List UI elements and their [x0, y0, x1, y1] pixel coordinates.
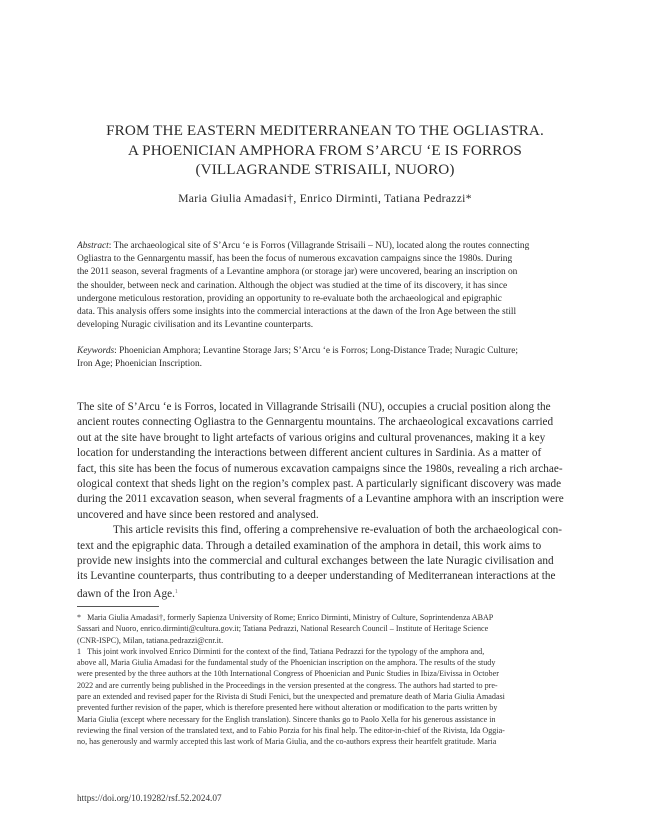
footnote-line: reviewing the final version of the translated text, and to Fabio Porzia for his final help. The editor-in-chief of the Rivista, Ida Oggia-: [77, 725, 505, 735]
body-line: text and the epigraphic data. Through a detailed examination of the amphora in detail, this work aims to: [77, 539, 542, 552]
footnote-ref[interactable]: 1: [174, 588, 178, 595]
abstract-line: undergone meticulous restoration, providing an opportunity to re-evaluate both the archaeological and epigraphic: [77, 293, 502, 304]
footnote-line: above all, Maria Giulia Amadasi for the fundamental study of the Phoenician inscription on the amphora. The results of the study: [77, 658, 496, 668]
footnote-line: prevented further revision of the paper, which is therefore presented here without alteration or modification to the parts written by: [77, 703, 498, 713]
abstract-line: Ogliastra to the Gennargentu massif, has been the focus of numerous excavation campaigns since the 1980s. During: [77, 254, 513, 265]
body-line: location for understanding the interactions between different ancient cultures in Sardinia. As a matter of: [77, 447, 542, 460]
doi-link[interactable]: https://doi.org/10.19282/rsf.52.2024.07: [77, 793, 222, 803]
body-line: dawn of the Iron Age.$^1$: [77, 587, 178, 600]
title-line-2: A PHOENICIAN AMPHORA FROM S’ARCU ‘E IS FORROS: [128, 141, 522, 159]
footnote-mark: 1: [77, 646, 82, 656]
footnote-line: (CNR-ISPC), Milan, tatiana.pedrazzi@cnr.it.: [77, 635, 224, 645]
footnote-line: 2022 and are currently being published in the Proceedings in the version presented at the congress. The authors had started to pre-: [77, 680, 498, 690]
footnote-line: Maria Giulia (except where necessary for the English translation). Sincere thanks go to Paolo Xella for his generous assistance in: [77, 714, 496, 724]
title-line-1: FROM THE EASTERN MEDITERRANEAN TO THE OGLIASTRA.: [106, 122, 544, 139]
keywords-line: Keywords: Phoenician Amphora; Levantine Storage Jars; S’Arcu ‘e is Forros; Long-Distance Trade; Nuragic Culture;: [77, 346, 518, 356]
abstract-line: the shoulder, between neck and carination. Although the object was studied at the time of its discovery, it has since: [77, 280, 508, 291]
body-line: uncovered and have since been restored and analysed.: [77, 508, 319, 521]
footnote-line: 1 This joint work involved Enrico Dirminti for the context of the find, Tatiana Pedrazzi for the typology of the amphora and,: [77, 646, 485, 656]
body-line: during the 2011 excavation season, when several fragments of a Levantine amphora with an inscription were: [77, 493, 564, 506]
footnote-line: pare an extended and revised paper for the Rivista di Studi Fenici, but the unexpected and premature death of Maria Giulia Amadasi: [77, 692, 505, 702]
author-list: Maria Giulia Amadasi†, Enrico Dirminti, Tatiana Pedrazzi*: [178, 192, 472, 205]
body-line: out at the site have brought to light artefacts of various origins and cultural provenances, making it a key: [77, 431, 546, 444]
body-text: [77, 400, 574, 602]
keywords-line: Iron Age; Phoenician Inscription.: [77, 359, 202, 370]
footnote-line: * Maria Giulia Amadasi†, formerly Sapienza University of Rome; Enrico Dirminti, Ministry of Culture, Soprintendenza ABAP: [77, 613, 494, 622]
footnotes: [77, 612, 573, 748]
footnote-line: were presented by the three authors at the 10th International Congress of Phoenician and Punic Studies in Ibiza/Eivissa in October: [77, 669, 499, 679]
footnote-divider: [77, 606, 159, 607]
keywords: [77, 345, 573, 371]
body-line: fact, this site has been the focus of numerous excavation campaigns since the 1980s, revealing a rich archae-: [77, 462, 563, 475]
footnote-1: [77, 646, 573, 748]
footnote-mark: *: [77, 613, 82, 622]
body-line: its Levantine counterparts, thus contributing to a deeper understanding of Mediterranean interactions at the: [77, 570, 556, 583]
body-line: ancient routes connecting Ogliastra to the Gennargentu mountains. The archaeological excavations carried: [77, 416, 554, 429]
abstract-line: data. This analysis offers some insights into the commercial interactions at the dawn of the Iron Age between the still: [77, 307, 517, 318]
article-title: [60, 121, 590, 180]
abstract-line: developing Nuragic civilisation and its Levantine counterparts.: [77, 320, 314, 331]
body-line: This article revisits this find, offering a comprehensive re-evaluation of both the archaeological con-: [113, 524, 562, 537]
footnote-line: Sassari and Nuoro, enrico.dirminti@cultura.gov.it; Tatiana Pedrazzi, National Research Council – Institute of Heritage Science: [77, 624, 489, 634]
abstract-label: Abstract: [77, 241, 109, 251]
body-line: provide new insights into the commercial and cultural exchanges between the late Nuragic civilisation and: [77, 555, 554, 568]
footnote-star: [77, 612, 573, 646]
abstract-line: Abstract: The archaeological site of S’Arcu ‘e is Forros (Villagrande Strisaili – NU), located along the routes connecting: [77, 241, 530, 251]
abstract-line: the 2011 season, several fragments of a Levantine amphora (or storage jar) were uncovered, bearing an inscription on: [77, 267, 518, 278]
abstract: [77, 240, 573, 332]
body-line: ological context that sheds light on the region’s complex past. A particularly significant discovery was made: [77, 478, 562, 491]
keywords-label: Keywords: [77, 346, 115, 356]
body-line: The site of S’Arcu ‘e is Forros, located in Villagrande Strisaili (NU), occupies a crucial position along the: [77, 401, 551, 413]
footnote-line: no, has generously and warmly accepted this last work of Maria Giulia, and the co-authors express their heartfelt gratitude. Maria: [77, 737, 497, 747]
title-line-3: (VILLAGRANDE STRISAILI, NUORO): [195, 161, 455, 178]
